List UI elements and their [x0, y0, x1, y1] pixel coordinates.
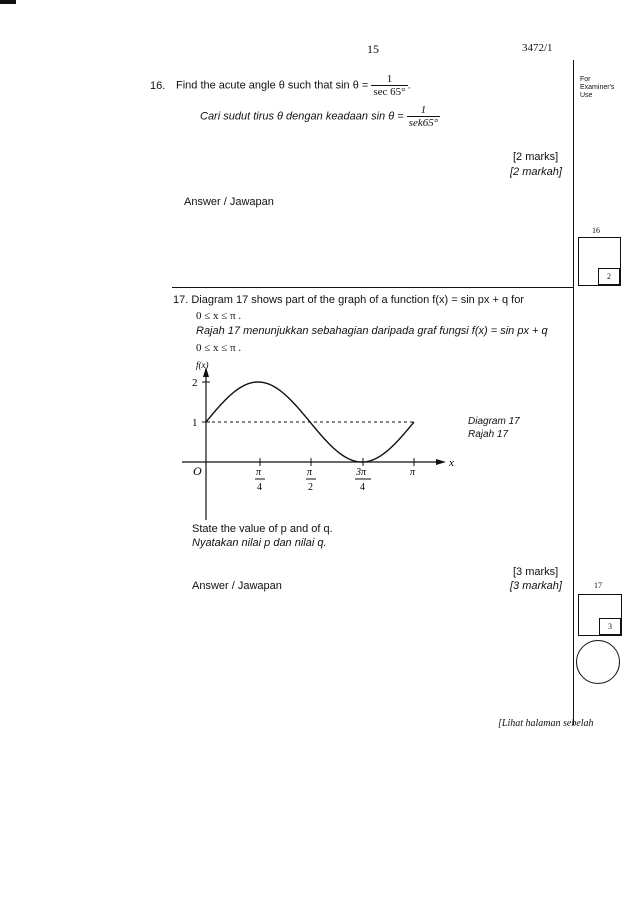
footer-next-page: [Lihat halaman sebelah [498, 718, 594, 729]
q16-max-marks: 2 [607, 272, 611, 281]
q17-range-en: 0 ≤ x ≤ π . [196, 310, 242, 322]
q17-number: 17. [173, 294, 189, 306]
q16-fraction-ms [407, 104, 440, 129]
q17-marks-ms: [3 markah] [510, 580, 562, 592]
q17-marks-en: [3 marks] [513, 566, 559, 578]
q16-number: 16. [150, 80, 166, 92]
q17-instruction-ms: Nyatakan nilai p dan nilai q. [192, 537, 327, 549]
x-tick-label-pi4-den: 4 [257, 482, 262, 493]
corner-mark [0, 0, 16, 4]
q16-text-en: Find the acute angle θ such that sin θ = $\frac{1}{\sec 65^\circ}$ . [176, 73, 411, 98]
y-tick-label-1: 1 [192, 417, 198, 429]
q16-marks-ms: [2 markah] [510, 166, 562, 178]
examiner-total-circle [576, 640, 620, 684]
x-axis-arrow [436, 459, 446, 465]
q16-frac-den-ms: sek65° [408, 117, 439, 129]
margin-rule [573, 60, 574, 725]
origin-label: O [193, 464, 202, 478]
y-axis-label: f(x) [196, 360, 209, 370]
function-graph [168, 355, 468, 525]
q17-line1-en: Diagram 17 shows part of the graph of a function f(x) = sin px + q for [191, 294, 524, 306]
page-number: 15 [367, 42, 379, 56]
q16-frac-num-en: 1 [371, 73, 407, 86]
q16-marks-en: [2 marks] [513, 151, 559, 163]
y-tick-label-2: 2 [192, 377, 198, 389]
q17-answer-label: Answer / Jawapan [192, 580, 282, 592]
examiner-use-label: For Examiner's Use [580, 76, 615, 99]
q17-box-number: 17 [594, 581, 602, 590]
x-tick-label-pi: π [410, 467, 416, 478]
q16-fraction-en [371, 73, 407, 98]
q16-prompt-en: Find the acute angle θ such that sin θ = [176, 79, 369, 92]
x-tick-label-pi4-num: π [256, 467, 262, 478]
diagram-label-ms: Rajah 17 [468, 429, 509, 440]
q16-frac-num-ms: 1 [407, 104, 440, 117]
q16-answer-label: Answer / Jawapan [184, 196, 274, 208]
q17-text-en [173, 294, 524, 306]
q17-mark-cell [599, 618, 621, 635]
x-tick-label-pi2-num: π [307, 467, 313, 478]
q17-instruction-en: State the value of p and of q. [192, 523, 333, 535]
q16-box-number: 16 [592, 226, 600, 235]
q17-max-marks: 3 [608, 622, 612, 631]
x-axis-label: x [449, 457, 454, 469]
x-tick-label-pi2-den: 2 [308, 482, 313, 493]
q17-range-ms: 0 ≤ x ≤ π . [196, 342, 242, 354]
q16-mark-cell [598, 268, 620, 285]
x-tick-label-3pi4-num: 3π [356, 467, 367, 478]
diagram-label-en: Diagram 17 [468, 416, 520, 427]
q16-prompt-ms: Cari sudut tirus θ dengan keadaan sin θ = [200, 110, 404, 123]
q16-frac-den-en: sec 65° [373, 86, 406, 98]
paper-code: 3472/1 [522, 42, 553, 54]
question-separator [172, 287, 574, 288]
x-tick-label-3pi4-den: 4 [360, 482, 365, 493]
q17-line1-ms: Rajah 17 menunjukkan sebahagian daripada graf fungsi f(x) = sin px + q [196, 325, 548, 337]
q16-text-ms [200, 104, 440, 129]
